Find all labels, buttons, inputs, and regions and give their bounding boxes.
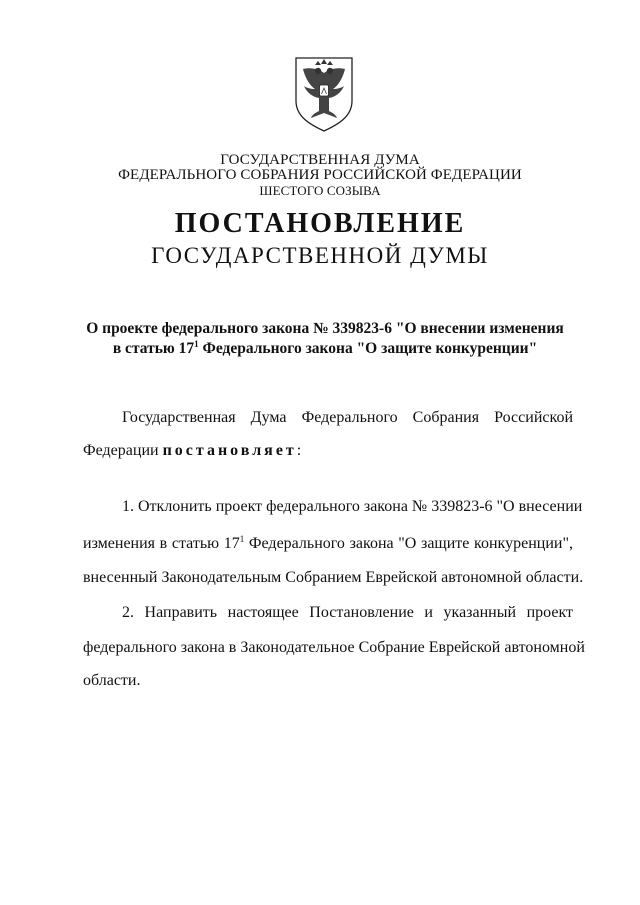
item-1-superscript: 1 xyxy=(239,534,245,544)
preamble-line-2-pre: Федерации xyxy=(83,442,163,459)
subject-line-1: О проекте федерального закона № 339823-6 "О внесении изменения xyxy=(86,320,564,337)
item-1-line-2-post: Федерального закона "О защите конкуренции", xyxy=(244,535,573,552)
subject-superscript: 1 xyxy=(194,339,199,349)
item-1-line-2 xyxy=(83,535,573,553)
preamble-resolves-word: постановляет xyxy=(162,442,297,459)
subject-line-2-post: Федерального закона "О защите конкуренции" xyxy=(198,340,538,357)
item-1-line-2-pre: изменения в статью 17 xyxy=(83,535,240,552)
document-type-title: ПОСТАНОВЛЕНИЕ xyxy=(174,208,466,239)
preamble-line-1: Государственная Дума Федерального Собрания Российской xyxy=(122,409,573,426)
issuer-org-line-2: ФЕДЕРАЛЬНОГО СОБРАНИЯ РОССИЙСКОЙ ФЕДЕРАЦИИ xyxy=(118,167,522,183)
issuer-org-line-1: ГОСУДАРСТВЕННАЯ ДУМА xyxy=(220,152,420,168)
item-1-line-3: внесенный Законодательным Собранием Еврейской автономной области. xyxy=(83,569,584,586)
coat-of-arms-emblem-icon xyxy=(293,55,355,133)
issuer-convocation: ШЕСТОГО СОЗЫВА xyxy=(259,183,381,198)
item-2-line-2: федерального закона в Законодательное Собрание Еврейской автономной xyxy=(83,639,585,656)
preamble-line-2 xyxy=(83,442,573,460)
item-2-line-3: области. xyxy=(83,672,141,689)
subject-line-2-pre: в статью 17 xyxy=(112,340,195,357)
item-1-line-1: 1. Отклонить проект федерального закона № 339823-6 "О внесении xyxy=(122,498,583,515)
subject-line-2 xyxy=(80,340,570,358)
document-issuer-title: ГОСУДАРСТВЕННОЙ ДУМЫ xyxy=(151,243,489,268)
item-2-line-1: 2. Направить настоящее Постановление и указанный проект xyxy=(122,604,573,621)
preamble-line-2-post: : xyxy=(296,442,302,459)
